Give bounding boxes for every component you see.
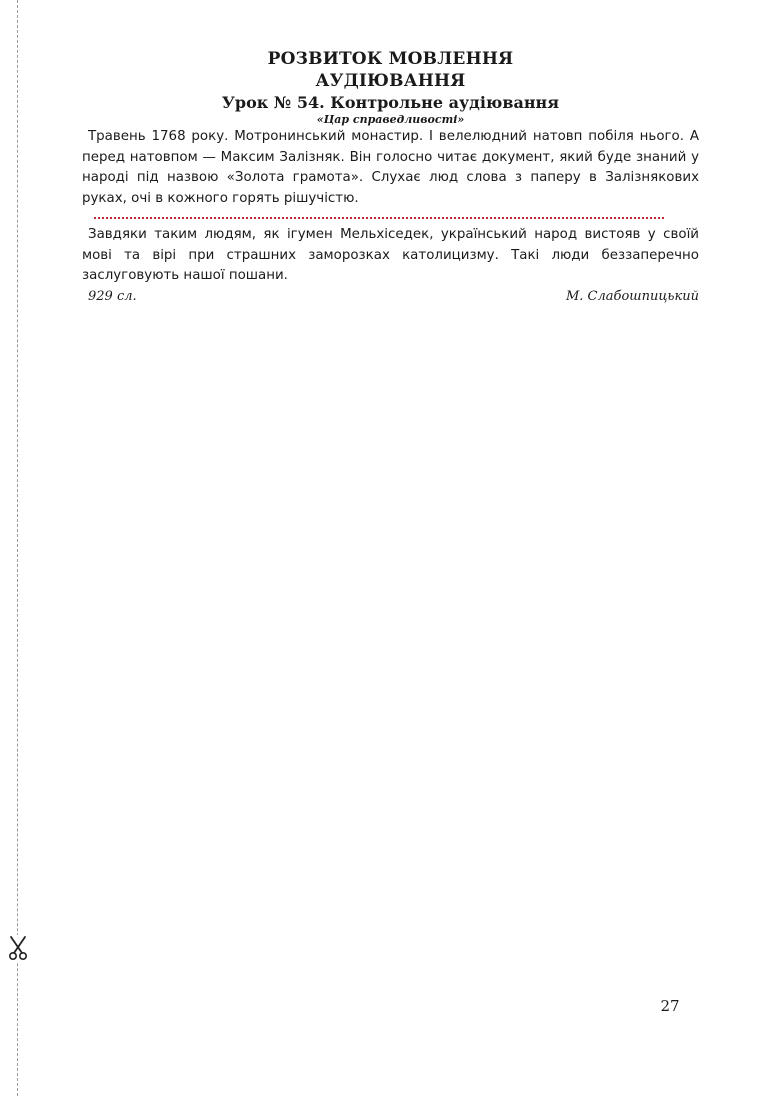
text-footer [82,289,699,309]
section-heading: РОЗВИТОК МОВЛЕННЯ [267,49,514,69]
lesson-heading: Урок № 54. Контрольне аудіювання [221,93,560,112]
paragraph-1: Травень 1768 року. Мотронинський монастир. І велелюдний натовп побіля нього. А перед натовпом — Максим Залізняк. Він голосно читає документ, який буде знаний у народі під назвою «Золота грамота». Слухає люд слова з паперу в Залізнякових руках, очі в кожного горять рішучістю. [82,129,699,206]
subsection-heading: АУДІЮВАННЯ [315,71,466,91]
word-count: 929 сл. [88,288,137,304]
page-number: 27 [660,997,680,1015]
text-title: «Цар справедливості» [316,113,465,126]
paragraph-2: Завдяки таким людям, як ігумен Мельхіседек, український народ вистояв у своїй мові та вірі при страшних заморозках католицизму. Такі люди беззаперечно заслуговують нашої пошани. [82,227,699,283]
author-name: М. Слабошпицький [565,288,699,304]
cut-line [17,0,18,1096]
document-content [82,48,699,309]
dotted-divider [94,217,664,219]
scissors-icon [7,935,29,961]
